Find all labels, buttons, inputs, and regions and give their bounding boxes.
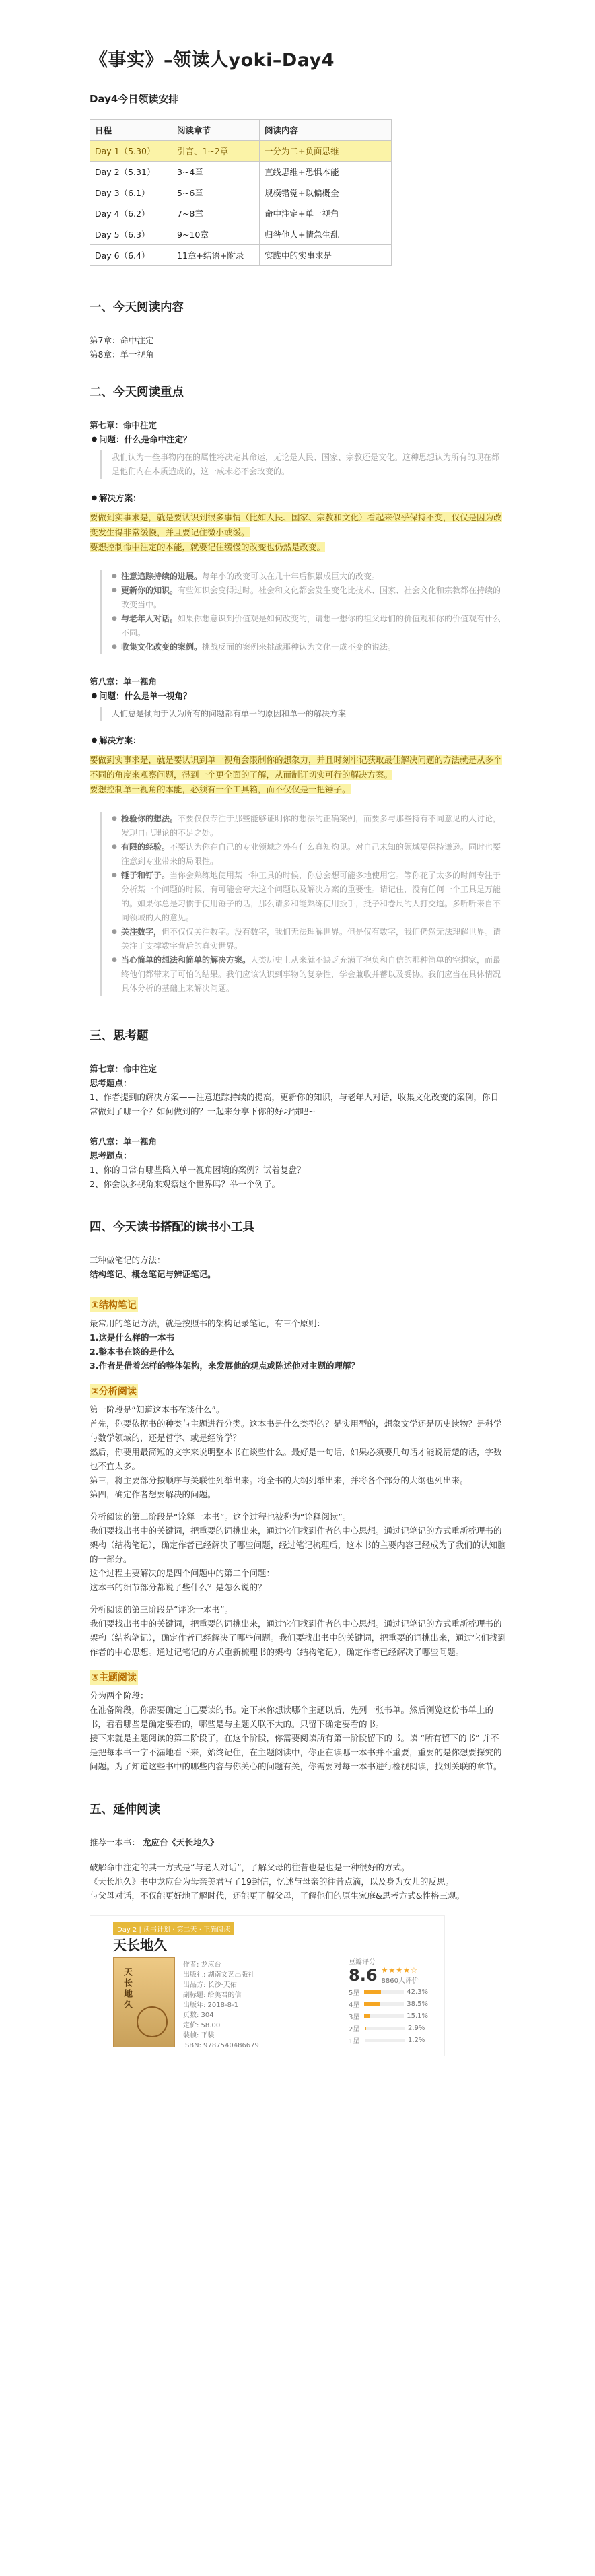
table-cell: Day 2（5.31） bbox=[90, 162, 172, 182]
table-cell: Day 3（6.1） bbox=[90, 182, 172, 203]
cover-seal-icon bbox=[137, 2006, 168, 2037]
bullet-icon: ● bbox=[112, 928, 117, 935]
table-row bbox=[90, 182, 392, 203]
chapter-title: 第八章：单一视角 bbox=[90, 1137, 158, 1147]
book-meta-line: ISBN: 9787540486679 bbox=[183, 2042, 259, 2049]
tip-item bbox=[112, 840, 507, 869]
question-line: ● 问题： 什么是命中注定？ bbox=[90, 432, 507, 446]
bullet-icon: ● bbox=[91, 494, 98, 502]
chapter-title: 第七章：命中注定 bbox=[90, 1064, 158, 1074]
tip-text: 有些知识会变得过时。社会和文化都会发生变化比技术、国家、社会文化和宗教都在持续的改变当中。 bbox=[121, 586, 501, 609]
rating-bar-fill bbox=[364, 2014, 370, 2018]
rating-bar-pct: 1.2% bbox=[408, 2037, 425, 2044]
tip-bold: 关注数字， bbox=[121, 927, 162, 937]
extend-paragraph: 《天长地久》书中龙应台为母亲美君写了19封信，忆述与母亲的往昔点滴，以及身为女儿的反思。 bbox=[90, 1876, 454, 1887]
rating-score: 8.6 bbox=[349, 1966, 378, 1985]
table-cell: 引言、1~2章 bbox=[172, 141, 260, 162]
tip-bold: 当心简单的想法和简单的解决方案。 bbox=[121, 955, 251, 965]
tips-block bbox=[100, 570, 507, 654]
tip-bold: 与老年人对话。 bbox=[121, 614, 178, 623]
think-label: 思考题点： bbox=[90, 1078, 132, 1088]
tip-item bbox=[112, 953, 507, 996]
tool-lead: 最常用的笔记方法，就是按照书的架构记录笔记，有三个原则： bbox=[90, 1318, 326, 1328]
reading-line: 第7章：命中注定 bbox=[90, 335, 154, 345]
book-card[interactable] bbox=[90, 1915, 445, 2056]
bullet-icon: ● bbox=[112, 587, 117, 594]
table-cell: 一分为二+负面思维 bbox=[260, 141, 392, 162]
tools-intro-bold: 结构笔记、概念笔记与辨证笔记。 bbox=[90, 1269, 216, 1279]
book-meta-line: 定价: 58.00 bbox=[183, 2022, 221, 2029]
tip-bold: 收集文化改变的案例。 bbox=[121, 642, 203, 652]
rating-bar bbox=[349, 2035, 428, 2045]
paragraph: 然后，你要用最简短的文字来说明整本书在谈些什么。最好是一句话，如果必须要几句话才能说清楚的话，字数也不宜太多。 bbox=[90, 1447, 502, 1471]
book-meta-line: 作者: 龙应台 bbox=[183, 1961, 221, 1969]
rating-bar-label: 5星 bbox=[349, 1990, 360, 1997]
book-title: 天长地久 bbox=[113, 1937, 167, 1953]
book-meta-line: 页数: 304 bbox=[183, 2012, 214, 2019]
bullet-icon: ● bbox=[112, 815, 117, 822]
tip-item bbox=[112, 584, 507, 612]
paragraph: 分析阅读的第二阶段是“诠释一本书”。这个过程也被称为“诠释阅读”。 bbox=[90, 1512, 351, 1522]
quote-block: 人们总是倾向于认为所有的问题都有单一的原因和单一的解决方案 bbox=[100, 707, 507, 721]
tool-tag: ③主题阅读 bbox=[90, 1670, 138, 1685]
extend-paragraph: 破解命中注定的其一方式是“与老人对话”，了解父母的往昔也是也是一种很好的方式。 bbox=[90, 1862, 410, 1872]
analysis-paragraphs bbox=[90, 1402, 507, 1659]
bullet-icon: ● bbox=[91, 436, 98, 443]
tip-text: 但不仅仅关注数字。没有数字，我们无法理解世界。但是仅有数字，我们仍然无法理解世界。请关注于支撑数字背后的真实世界。 bbox=[121, 927, 501, 951]
table-header-cell: 阅读内容 bbox=[260, 120, 392, 141]
table-cell: 11章+结语+附录 bbox=[172, 245, 260, 266]
tip-bold: 检验你的想法。 bbox=[121, 814, 178, 823]
tip-text: 如果你想意识到价值观是如何改变的，请想一想你的祖父母们的价值观和你的价值观有什么不同。 bbox=[121, 614, 501, 638]
plan-heading: Day4今日领读安排 bbox=[90, 93, 179, 105]
think-label: 思考题点： bbox=[90, 1151, 132, 1161]
table-cell: Day 5（6.3） bbox=[90, 224, 172, 245]
rating-bar-fill bbox=[364, 2002, 380, 2006]
tip-item bbox=[112, 869, 507, 925]
think-question: 2、你会以多视角来观察这个世界吗？举一个例子。 bbox=[90, 1179, 280, 1189]
table-cell: 归咎他人+情急生乱 bbox=[260, 224, 392, 245]
rating-bar-pct: 15.1% bbox=[407, 2012, 428, 2020]
table-header-cell: 阅读章节 bbox=[172, 120, 260, 141]
table-cell: Day 1（5.30） bbox=[90, 141, 172, 162]
paragraph: 首先，你要依据书的种类与主题进行分类。这本书是什么类型的？是实用型的，想象文学还是历史读物？是科学与数学领域的，还是哲学、或是经济学？ bbox=[90, 1419, 502, 1443]
solution-highlight: 要做到实事求是，就是要认识到单一视角会限制你的想象力，并且时刻牢记获取最佳解决问题的方法就是从多个不同的角度来观察问题，得到一个更全面的了解，从而制订切实可行的解决方案。 要想控制单一视角的本能，必须有一个工具箱，而不仅仅是一把锤子。 bbox=[90, 755, 502, 794]
bullet-icon: ● bbox=[112, 844, 117, 850]
table-row bbox=[90, 224, 392, 245]
section-heading: 一、今天阅读内容 bbox=[90, 301, 184, 314]
solution-label: ● 解决方案： bbox=[90, 733, 507, 747]
tip-item bbox=[112, 925, 507, 953]
table-cell: 直线思维+恐惧本能 bbox=[260, 162, 392, 182]
table-cell: 9~10章 bbox=[172, 224, 260, 245]
paragraph: 分析阅读的第三阶段是“评论一本书”。 bbox=[90, 1604, 233, 1615]
paragraph: 我们要找出书中的关键词，把重要的词挑出来，通过它们找到作者的中心思想。通过记笔记的方式重新梳理书的架构（结构笔记），确定作者已经解决了哪些问题。我们要找出书中的关键词，把重要的词挑出来，通过它们找到作者的中心思想。通过记笔记的方式重新梳理书的架构（结构笔记），确定作者已经解决了哪些问题。 bbox=[90, 1619, 506, 1657]
bullet-icon: ● bbox=[112, 872, 117, 879]
rating-count: 8860人评价 bbox=[381, 1977, 419, 1985]
tool-item: 1.这是什么样的一本书 bbox=[90, 1332, 174, 1343]
reading-line: 第8章：单一视角 bbox=[90, 349, 154, 360]
page-title: 《事实》–领读人yoki–Day4 bbox=[90, 50, 335, 71]
document-body bbox=[90, 47, 507, 2056]
rating-bar-track bbox=[364, 2014, 404, 2018]
rating-box bbox=[349, 1956, 428, 2045]
rating-bar-track bbox=[365, 2039, 405, 2042]
paragraph: 第一阶段是“知道这本书在谈什么”。 bbox=[90, 1404, 225, 1415]
paragraph: 分为两个阶段： bbox=[90, 1691, 149, 1701]
rating-bar bbox=[349, 2023, 428, 2033]
chapter-title: 第八章：单一视角 bbox=[90, 677, 158, 687]
rating-bar-pct: 2.9% bbox=[408, 2025, 425, 2032]
book-meta-line: 出版年: 2018-8-1 bbox=[183, 2002, 238, 2009]
tip-text: 人类历史上从来就不缺乏充满了抱负和自信的那种简单的空想家，而最终他们都带来了可怕的结果。我们应该认识到事物的复杂性，学会兼收并蓄以及妥协。我们应当在具体情况具体分析的基础上来解决问题。 bbox=[121, 955, 501, 993]
table-cell: 命中注定+单一视角 bbox=[260, 203, 392, 224]
paragraph: 我们要找出书中的关键词，把重要的词挑出来，通过它们找到作者的中心思想。通过记笔记的方式重新梳理书的架构（结构笔记），确定作者已经解决了哪些问题，经过笔记梳理后，这本书的主要内容已经成为了我们的认知脑的一部分。 bbox=[90, 1526, 506, 1564]
paragraph: 在准备阶段，你需要确定自己要读的书。定下来你想读哪个主题以后，先列一张书单。然后浏览这份书单上的书，看看哪些是确定要看的，哪些是与主题关联不大的。只留下确定要看的书。 bbox=[90, 1705, 494, 1729]
tip-item bbox=[112, 812, 507, 840]
rating-bar-label: 3星 bbox=[349, 2014, 360, 2021]
book-meta-line: 出版社: 湖南文艺出版社 bbox=[183, 1971, 255, 1979]
spacer bbox=[90, 1501, 507, 1510]
tip-item bbox=[112, 640, 507, 654]
think-question: 1、作者提到的解决方案——注意追踪持续的提高，更新你的知识，与老年人对话，收集文化改变的案例，你日常做到了哪一个？如何做到的？一起来分享下你的好习惯吧~ bbox=[90, 1092, 499, 1116]
rating-bar-label: 2星 bbox=[349, 2026, 360, 2033]
table-cell: 实践中的实事求是 bbox=[260, 245, 392, 266]
tool-tag: ②分析阅读 bbox=[90, 1384, 138, 1398]
tip-text: 不要认为你在自己的专业领域之外有什么真知灼见。对自己未知的领域要保持谦逊。同时也要注意到专业带来的局限性。 bbox=[121, 842, 501, 866]
bullet-icon: ● bbox=[112, 615, 117, 622]
recommend-line: 推荐一本书： 龙应台《天长地久》 bbox=[90, 1837, 219, 1848]
rating-bar-label: 4星 bbox=[349, 2002, 360, 2009]
rating-bar-track bbox=[365, 2027, 405, 2030]
book-meta bbox=[183, 1960, 259, 2051]
paragraph: 第三，将主要部分按顺序与关联性列举出来。将全书的大纲列举出来，并将各个部分的大纲也列出来。 bbox=[90, 1475, 468, 1485]
section-heading: 五、延伸阅读 bbox=[90, 1803, 160, 1817]
tips-block bbox=[100, 812, 507, 996]
table-cell: Day 4（6.2） bbox=[90, 203, 172, 224]
tool-item: 3.作者是借着怎样的整体架构，来发展他的观点或陈述他对主题的理解？ bbox=[90, 1361, 359, 1371]
table-cell: Day 6（6.4） bbox=[90, 245, 172, 266]
tool-tag: ①结构笔记 bbox=[90, 1297, 138, 1312]
table-row bbox=[90, 162, 392, 182]
table-cell: 7~8章 bbox=[172, 203, 260, 224]
rating-bar-track bbox=[364, 2002, 404, 2006]
book-meta-line: 副标题: 给美君的信 bbox=[183, 1992, 242, 1999]
tools-intro: 三种做笔记的方法： bbox=[90, 1255, 166, 1265]
think-question: 1、你的日常有哪些陷入单一视角困境的案例？试着复盘？ bbox=[90, 1165, 306, 1175]
tip-bold: 注意追踪持续的进展。 bbox=[121, 572, 203, 581]
schedule-table bbox=[90, 119, 392, 266]
rating-bar-track bbox=[364, 1990, 404, 1994]
rating-bar bbox=[349, 1999, 428, 2009]
table-header-cell: 日程 bbox=[90, 120, 172, 141]
tip-text: 不要仅仅专注于那些能够证明你的想法的正确案例，而要多与那些持有不同意见的人讨论，发现自己理论的不足之处。 bbox=[121, 814, 501, 838]
rating-bar bbox=[349, 1987, 428, 1997]
bullet-icon: ● bbox=[91, 692, 98, 700]
topic-paragraphs bbox=[90, 1689, 507, 1773]
tip-item bbox=[112, 570, 507, 584]
tip-bold: 锤子和钉子。 bbox=[121, 871, 170, 880]
table-cell: 规模错觉+以偏概全 bbox=[260, 182, 392, 203]
book-meta-line: 出品方: 长沙·天佑 bbox=[183, 1981, 237, 1989]
table-cell: 5~6章 bbox=[172, 182, 260, 203]
table-header-row bbox=[90, 120, 392, 141]
tip-text: 每年小的改变可以在几十年后积累成巨大的改变。 bbox=[202, 572, 380, 581]
paragraph: 这本书的细节部分都说了些什么？是怎么说的？ bbox=[90, 1582, 267, 1592]
table-row bbox=[90, 141, 392, 162]
paragraph: 接下来就是主题阅读的第二阶段了，在这个阶段，你需要阅读所有第一阶段留下的书。读 “所有留下的书” 并不是把每本书一字不漏地看下来，始终记住，在主题阅读中，你正在读哪一本书并不重要，重要的是你想要探究的问题。为了知道这些书中的哪些内容与你关心的问题有关，你需要对每一本书进行检视阅读，找到关联的章节。 bbox=[90, 1733, 502, 1771]
section-heading: 二、今天阅读重点 bbox=[90, 386, 184, 399]
book-banner: Day 2 | 读书计划 · 第二天 · 正确阅读 bbox=[113, 1922, 234, 1935]
quote-block: 我们认为一些事物内在的属性将决定其命运，无论是人民、国家、宗教还是文化。这种思想认为所有的现在都是他们内在本质造成的，这一成未必不会改变的。 bbox=[100, 450, 507, 479]
paragraph: 这个过程主要解决的是四个问题中的第二个问题： bbox=[90, 1568, 275, 1578]
rating-bar-label: 1星 bbox=[349, 2038, 360, 2045]
bullet-icon: ● bbox=[112, 644, 117, 650]
table-row bbox=[90, 245, 392, 266]
extend-paragraph: 与父母对话，不仅能更好地了解时代，还能更了解父母，了解他们的原生家庭&思考方式&性格三观。 bbox=[90, 1891, 464, 1901]
spacer bbox=[90, 1594, 507, 1602]
paragraph: 第四，确定作者想要解决的问题。 bbox=[90, 1489, 216, 1499]
table-cell: 3~4章 bbox=[172, 162, 260, 182]
tip-text: 当你会熟练地使用某一种工具的时候，你总会想可能多地使用它。等你花了太多的时间专注于分析某一个问题的时候，有可能会夸大这个问题以及解决方案的重要性。请记住，没有任何一个工具是万能的。如果你总是习惯于使用锤子的话，那么请多和能熟练使用扳手，抵子和卷尺的人打交道。多听听来自不同领域的人的意见。 bbox=[121, 871, 501, 922]
chapter-title: 第七章：命中注定 bbox=[90, 420, 158, 430]
rating-bar bbox=[349, 2011, 428, 2021]
tip-text: 挑战反面的案例来挑战那种认为文化一成不变的说法。 bbox=[202, 642, 396, 652]
rating-bar-fill bbox=[365, 2027, 366, 2030]
rating-bar-pct: 42.3% bbox=[407, 1988, 428, 1996]
table-row bbox=[90, 203, 392, 224]
solution-label: ● 解决方案： bbox=[90, 491, 507, 505]
tip-bold: 更新你的知识。 bbox=[121, 586, 178, 595]
book-cover-image: 天长地久 bbox=[113, 1957, 175, 2047]
tool-item: 2.整本书在谈的是什么 bbox=[90, 1347, 174, 1357]
rating-stars-icon: ★★★★☆ bbox=[381, 1966, 418, 1975]
rating-bar-pct: 38.5% bbox=[407, 2000, 428, 2008]
section-heading: 四、今天读书搭配的读书小工具 bbox=[90, 1221, 254, 1234]
rating-label: 豆瓣评分 bbox=[349, 1959, 376, 1966]
tip-item bbox=[112, 612, 507, 640]
rating-distribution bbox=[349, 1987, 428, 2045]
rating-bar-fill bbox=[364, 1990, 381, 1994]
bullet-icon: ● bbox=[112, 573, 117, 580]
section-heading: 三、思考题 bbox=[90, 1029, 149, 1043]
bullet-icon: ● bbox=[112, 957, 117, 963]
tip-bold: 有限的经验。 bbox=[121, 842, 170, 852]
question-line: ● 问题： 什么是单一视角？ bbox=[90, 689, 507, 703]
book-meta-line: 装帧: 平装 bbox=[183, 2032, 215, 2039]
solution-highlight: 要做到实事求是，就是要认识到很多事情（比如人民、国家、宗教和文化）看起来似乎保持不变，仅仅是因为改变发生得非常缓慢，并且要记住微小或缓。 要想控制命中注定的本能，就要记住缓慢的改变也仍然是改变。 bbox=[90, 512, 502, 552]
bullet-icon: ● bbox=[91, 737, 98, 744]
